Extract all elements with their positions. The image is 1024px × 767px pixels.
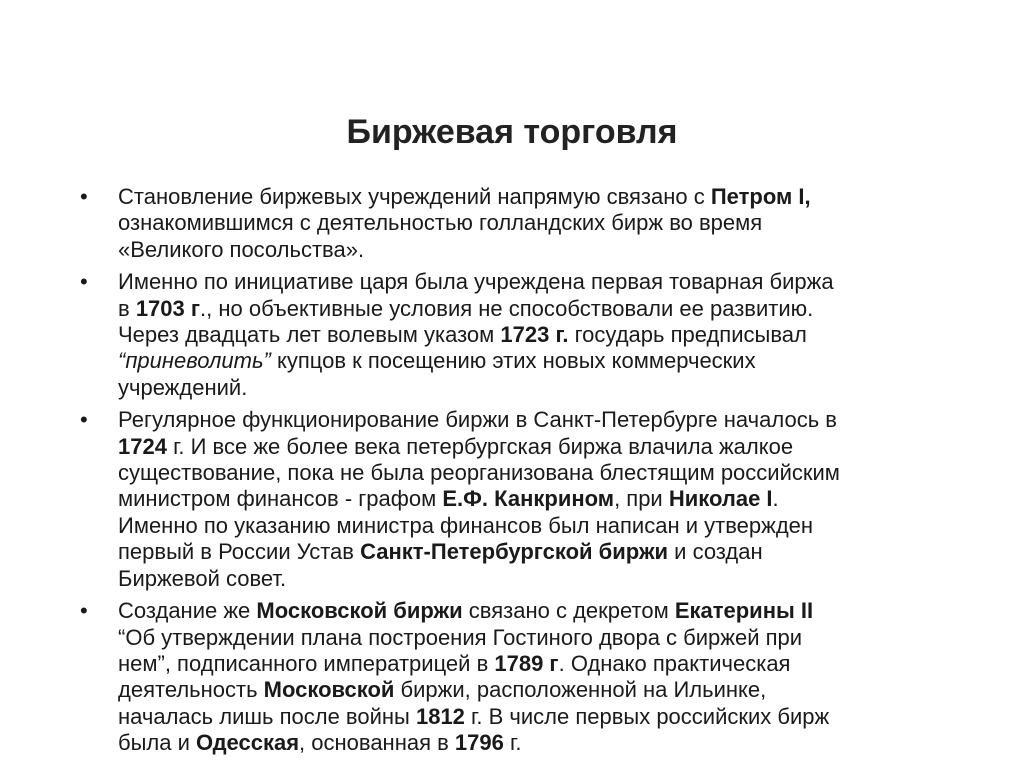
text-line [118,460,984,486]
text-line [118,296,984,322]
bold-text: Екатерины II [674,598,814,624]
text-run: . Однако практическая [558,650,791,676]
text-run: г. И все же более века петербургская биржа влачила жалкое [166,433,794,459]
bold-text: 1796 [454,730,504,756]
bold-text: Одесская [196,730,300,756]
text-line [118,598,984,624]
slide-title: Биржевая торговля [346,113,678,151]
text-run: “Об утверждении плана построения Гостиного двора с биржей при [118,624,803,650]
text-run: , основанная в [299,730,455,756]
text-run: министром финансов - графом [118,486,443,512]
text-run: учреждений. [118,374,248,400]
text-run: Именно по указанию министра финансов был написан и утвержден [118,512,814,538]
text-run: Создание же [118,598,257,624]
bullet-dot-icon: • [80,598,88,624]
bullet-item-1 [0,184,1024,263]
text-line [118,237,984,263]
text-run: первый в России Устав [118,539,361,565]
bold-text: 1723 г. [500,322,569,348]
text-run: существование, пока не была реорганизована блестящим российским [118,460,840,486]
text-run: Через двадцать лет волевым указом [118,322,501,348]
bold-text: Московской [263,677,395,703]
bold-text: Петром I, [710,184,811,209]
text-line [118,434,984,460]
bullet-dot-icon: • [80,269,88,295]
bold-text: Николае I [668,486,773,512]
bold-text: 1724 [118,433,167,459]
text-run: , при [614,486,669,512]
text-line [118,407,984,433]
italic-text: “приневолить” [118,348,271,374]
text-run: Биржевой совет. [118,565,287,591]
bullet-item-4 [0,598,1024,756]
bold-text: 1703 г [135,295,201,321]
bold-text: Санкт-Петербургской биржи [360,539,669,565]
bullet-dot-icon: • [80,184,88,209]
bullet-item-3 [0,407,1024,592]
text-line [118,375,984,401]
text-run: Регулярное функционирование биржи в Санкт-Петербурге началось в [118,407,837,433]
bold-text: 1812 [415,703,465,729]
text-line [118,539,984,565]
text-line [118,269,984,295]
text-run: Именно по инициативе царя была учреждена первая товарная биржа [118,269,834,295]
bold-text: Московской биржи [256,598,463,624]
text-line [118,322,984,348]
text-run: деятельность [118,677,264,703]
text-line [118,730,984,756]
text-line [118,348,984,374]
text-run: Становление биржевых учреждений напрямую связано с [118,184,711,209]
text-run: г. В числе первых российских бирж [464,703,830,729]
text-line [118,704,984,730]
text-run: началась лишь после войны [118,703,416,729]
text-run: государь предписывал [568,322,807,348]
text-line [118,625,984,651]
text-line [118,486,984,512]
bold-text: 1789 г [494,650,559,676]
text-line [118,184,984,210]
bullet-item-2 [0,269,1024,401]
text-line [118,566,984,592]
text-run: биржи, расположенной на Ильинке, [394,677,767,703]
text-run: «Великого посольства». [118,236,365,262]
text-run: купцов к посещению этих новых коммерческих [270,348,756,374]
bullet-dot-icon: • [80,407,88,433]
text-run: г. [503,730,522,756]
text-run: нем”, подписанного императрицей в [118,650,495,676]
bold-text: Е.Ф. Канкрином [442,486,615,512]
text-line [118,513,984,539]
bullet-list [0,184,1024,763]
text-run: ., но объективные условия не способствовали ее развитию. [200,295,814,321]
text-run: . [772,486,779,512]
text-line [118,651,984,677]
text-run: была и [118,730,196,756]
text-run: связано с декретом [462,598,675,624]
text-line [118,210,984,236]
text-line [118,677,984,703]
text-run: в [118,295,136,321]
text-run: и создан [668,539,763,565]
text-run: ознакомившимся с деятельностью голландских бирж во время [118,210,763,236]
